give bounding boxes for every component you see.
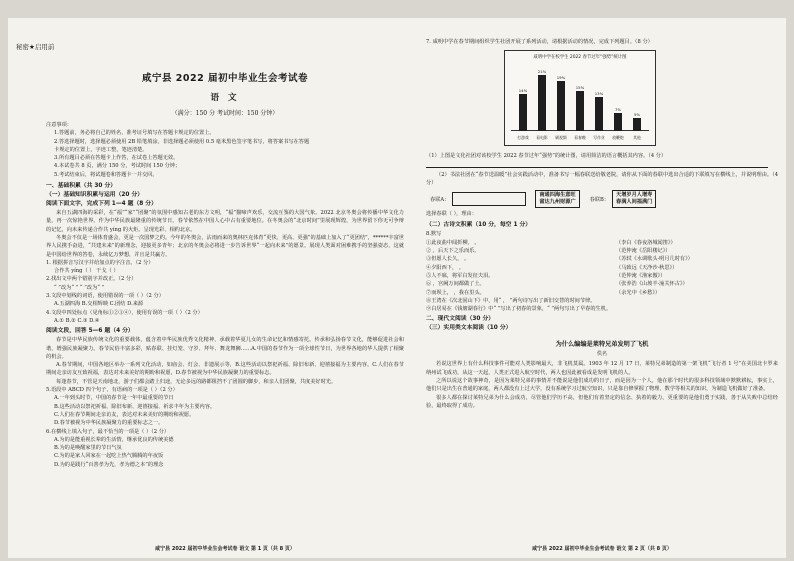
chart-bar xyxy=(538,75,546,131)
question-6-option[interactable]: C.为的是家人回家在一起吃上热气腾腾的年夜饭 xyxy=(54,453,164,460)
chart-bar xyxy=(633,118,641,131)
chart-data-label: 21% xyxy=(537,69,547,75)
page-2 xyxy=(426,18,778,558)
question-1: 1. 根据拼音写汉字并给加点的字注音。（2 分） xyxy=(46,259,154,266)
section-3a-heading: （三）实用类文本阅读（10 分） xyxy=(426,325,512,332)
passage-paragraph: 冬奥会不仅是一场体育盛会，更是一次国梦之约。今年的冬奥会，沾雨而来的奥林匹克体育“更快、更高、更强”的基础上加入了“更团结”，******丰富世界人民携手奋进，“共建未来”的新理念，迎接更多青年；北京的冬奥会必将进一步告诉世界“一起向未来”的愿景。展现人类面对困难携手的坚强姿态，这就是中国给世界的答卷，永续亿万梦想，并且是共赢方。 xyxy=(46,234,404,258)
answer-line[interactable] xyxy=(426,161,768,168)
article-paragraph: 很多人都在探讨莱特兄弟为什么会成功，尽管他们学历不高，但他们有着坚定的信念、执着的毅力，更重要的是他们勇于实践，善于从失败中总结经验，最终取得了成功。 xyxy=(426,394,778,409)
question-7-2: （2）书法社团在“春节送温暖”社会实践活动中，准备书写一幅春联送给敬老院，请你从下面的春联中选出合适的下联填写在横线上，并说明理由。（4 分） xyxy=(426,171,778,186)
poem-line-text: ② ，后天下之乐而乐。 xyxy=(426,248,480,255)
article-paragraph: 之所以说这个故事神奇，是因为莱特兄弟的事情并不能说是他们成功的日子，而是因为一个人，他在那个时代的很多科技领域中默默耕耘，事实上，他们只是出生在普通的家庭，两人都没有上过大学，没有系统学习过航空知识，只是靠自修掌握了物理、数学等相关的知识，为制造飞机做好了准备。 xyxy=(426,378,778,393)
page-1 xyxy=(16,18,404,558)
dictation-heading: 8.默写 xyxy=(426,231,442,238)
section-1a-heading: （一）基础知识积累与运用（20 分） xyxy=(46,192,144,199)
poem-source: （李白《春夜洛城闻笛》） xyxy=(616,239,676,246)
question-5: 5.语段中 ABCD 四个句子，有语病的一项是（ ）（2 分） xyxy=(46,387,178,394)
poem-source: （张养浩《山坡羊·潼关怀古》） xyxy=(616,281,688,288)
passage-paragraph: 每逢春节，不管是天南地北，游子们都会踏上归途，无论多远的路都阻挡不了团圆的脚步，和亲人们团聚，共度美好时光。 xyxy=(56,378,337,385)
reading-1-instruction: 阅读下面文字，完成下列 1—4 题（8 分） xyxy=(46,201,157,208)
score-info: （满分：150 分 考试时间：150 分钟） xyxy=(171,110,279,117)
poem-line[interactable] xyxy=(426,239,778,247)
couplet-b-label: 春联B： xyxy=(589,196,610,203)
question-1-blanks[interactable]: 合作共 yíng（ ） 干戈（ ） xyxy=(54,268,119,275)
question-8-9[interactable]: ⑨白居易在《钱塘湖春行》中“ ”写出了初春的景象，“ ”两句写出了早春的生机。 xyxy=(426,306,612,313)
article-author: 佚名 xyxy=(596,351,607,358)
question-5-option[interactable]: A.一年到头时节，中国的春节是一年中最重要的节日 xyxy=(54,395,174,402)
chart-category-label: 其他 xyxy=(633,135,641,141)
chart-data-label: 5% xyxy=(633,111,641,117)
chart-bar xyxy=(595,97,603,132)
reading-2-instruction: 阅读文段，回答 5—6 题（4 分） xyxy=(46,328,134,335)
question-6: 6.在横线上填入句子，最不恰当的一项是（ ）（2 分） xyxy=(46,428,170,435)
couplet-line: 春满人间福满门 xyxy=(616,199,653,206)
question-4: 4.文段中四处标点（见角标①②③④），使用有误的一项（ ）（2 分） xyxy=(46,309,203,316)
chart-category-label: 看春晚 xyxy=(574,135,586,141)
passage-paragraph: 春节是中华民族传统文化的重要载体，蕴含着中华民族优秀文化精神，承载着华夏儿女的生命记忆和情感寄托。传承和弘扬春节文化，能够促进社会和谐，增强民族凝聚力。春节民俗丰富多彩，贴春联、挂灯笼、守岁、拜年、舞龙舞狮……A.中国的春节作为一项全球性节日，为世界各地的华人提供了相聚的机会。 xyxy=(46,337,404,360)
chart-bar xyxy=(519,94,527,131)
chart-bar xyxy=(614,113,622,132)
note-item: 2.答选择题时，选择题必须使用 2B 铅笔填涂，非选择题必须使用 0.5 毫米黑色签字笔书写，将答案书写在答题 xyxy=(54,138,310,145)
question-6-option[interactable]: D.为的是践行“百善孝为先，孝为德之本”的理念 xyxy=(54,461,164,468)
couplet-line: 天增岁月人增寿 xyxy=(616,192,653,199)
note-item: 3.所有题目必须在答题卡上作答，在试卷上答题无效。 xyxy=(54,155,179,162)
poem-line[interactable] xyxy=(426,272,778,280)
section-3-heading: 二、现代文阅读（30 分） xyxy=(426,316,495,323)
note-item: 5.考试结束后，将试题卷和答题卡一并交回。 xyxy=(54,171,158,178)
chart-category-label: 放鞭炮 xyxy=(612,135,624,141)
couplet-line: 富达九州财源广 xyxy=(539,199,576,206)
bar-chart xyxy=(504,50,656,146)
poem-source: （马致远《天净沙·秋思》） xyxy=(616,264,678,271)
couplet-line: 南通四海生意旺 xyxy=(539,192,576,199)
question-2-blanks[interactable]: “ ”改为“ ” “ ”改为“ ” xyxy=(54,284,105,291)
poem-line-text: ①此夜曲中闻折柳， 。 xyxy=(426,239,480,246)
couplet-choice[interactable]: 选择春联（ ），理由： xyxy=(426,211,477,218)
question-4-options[interactable]: A.① B.② C.③ D.④ xyxy=(54,317,100,324)
chart-category-label: 打游戏 xyxy=(517,135,529,141)
article-paragraph: 若说这世界上有什么科技事件可能对人类影响最大，非飞机莫属。1903 年 12 月 17 日，莱特兄弟制造的第一架飞机“飞行者 1 号”在美国北卡罗来纳州试飞成功，从这一天起，人类正式进入航空时代，两人也因此被看成是发明飞机的人。 xyxy=(426,361,778,376)
question-7: 7. 咸明中学在春节期间组织学生社团开展了系列活动，请根据活动的情况，完成下列题目。（8 分） xyxy=(426,39,653,45)
exam-sheet xyxy=(8,18,786,558)
section-1-heading: 一、基础积累（共 30 分） xyxy=(46,183,117,190)
question-5-option[interactable]: B.这些活动以祭祀祈福、除旧布新、迎禧接福、祈求丰年为主要内容。 xyxy=(54,403,216,410)
passage-paragraph: A.春节期间，中国各地区举办一系列文化活动，如庙会、灯会、非遗展示等，B.这些活动以祭祀祈福、除旧布新、迎禧接福为主要内容。C.人们在春节期间走亲访友互致祝福，表达对未来美好的期盼和祝愿，D.春节被视为中华民族凝聚力的重要标志。 xyxy=(46,362,404,377)
poem-source: （余光中《乡愁》） xyxy=(616,289,661,296)
poem-line-text: ⑤人不寐，将军白发征夫泪。 xyxy=(426,272,494,279)
couplet-a-answer-box[interactable] xyxy=(452,192,526,206)
poem-line[interactable] xyxy=(426,247,778,255)
notes-heading: 注意事项： xyxy=(46,122,72,128)
chart-data-label: 14% xyxy=(518,87,528,93)
poem-line[interactable] xyxy=(426,280,778,288)
poem-line[interactable] xyxy=(426,264,778,272)
note-item: 4.本试卷共 8 页，满分 150 分，考试时间 150 分钟； xyxy=(54,163,181,170)
chart-data-label: 19% xyxy=(556,74,566,80)
question-5-option[interactable]: D.春节被视为中华民族凝聚力的重要标志之一。 xyxy=(54,420,164,427)
couplet-a-label: 春联A： xyxy=(430,196,450,203)
poem-line-text: ③但愿人长久， 。 xyxy=(426,256,470,263)
chart-data-label: 15% xyxy=(575,85,585,91)
couplet-row xyxy=(430,190,778,208)
poem-line-text: ④夕阳西下， 。 xyxy=(426,264,464,271)
couplet-a-text xyxy=(535,190,579,208)
couplet-b-text xyxy=(612,190,656,208)
question-2: 2.找出文中两个错别字并改正。（2 分） xyxy=(46,276,137,283)
section-2-heading: （二）古诗文积累（10 分，每空 1 分） xyxy=(426,222,532,229)
question-5-option[interactable]: C.人们在春节期间走亲访友，表达对未来美好的期盼和祝愿。 xyxy=(54,411,195,418)
poem-line-text: ⑦而坝上， ，我在里头。 xyxy=(426,289,485,296)
chart-bar xyxy=(576,91,584,131)
chart-title: 咸明中学在校学生 2022 春节过年“强势”统计图 xyxy=(533,55,627,61)
chart-data-label: 7% xyxy=(614,106,622,112)
chart-category-label: 看电影 xyxy=(536,135,548,141)
note-item: 卡规定的位置上，字迹工整，笔迹清楚。 xyxy=(54,146,148,153)
question-7-1: （1）上图是文化社团对该校学生 2022 春节过年“强势”的统计图，请用简洁的语言概括其内容。（4 分） xyxy=(426,153,667,160)
question-6-option[interactable]: A.为的是能重视长辈的生活情，继承优良的传统美德 xyxy=(54,436,174,443)
page-1-footer: 咸宁县 2022 届初中毕业生会考试卷 语文 第 1 页（共 8 页） xyxy=(155,546,295,552)
poem-list xyxy=(426,239,778,297)
chart-bar xyxy=(557,81,565,132)
question-3: 3.文段中划线的词语，使用错误的一项（ ）（2 分） xyxy=(46,293,164,300)
poem-source: （范仲淹《渔家傲》） xyxy=(616,272,666,279)
secret-label: 秘密★启用前 xyxy=(16,43,55,51)
question-6-option[interactable]: B.为的是唤醒家里的节日气氛 xyxy=(54,445,122,452)
poem-line[interactable] xyxy=(426,255,778,263)
poem-line[interactable] xyxy=(426,289,778,297)
page-2-footer: 咸宁县 2022 届初中毕业生会考试卷 语文 第 2 页（共 8 页） xyxy=(532,546,672,552)
article-title: 为什么编编是莱特兄弟发明了飞机 xyxy=(555,341,649,349)
note-item: 1.答题前，务必将自己的姓名、准考证号填写在答题卡规定的位置上。 xyxy=(54,130,215,137)
question-8-8[interactable]: ⑧王湾在《次北固山下》中，用“ ， ”两句诗写出了新旧交替的时间节律。 xyxy=(426,297,596,304)
question-3-options[interactable]: A.五湖四海 B.交相辉映 C.团结 D.来源 xyxy=(54,301,144,308)
poem-source: （范仲淹《岳阳楼记》） xyxy=(616,248,671,255)
poem-source: （苏轼《水调歌头·明月几时有》） xyxy=(616,256,693,263)
passage-paragraph: 来自五湖四海的采彩，在“福”“家”“团聚”的氛围中感知古老的东方文明，“福”猫啼声欢乐，交流互鉴的大国气象。2022 北京冬奥会将传播中华文化力量，再一次惊艳世界。作为中华民族最隆重的传统节日，春节依然在中国人心中占有重要地位。在冬奥会的“北京时间”里展现辉煌，为世界留下你无可争辩的记忆，向未来传递合作共 yíng 的火炬。呈现光彩、相约北京。 xyxy=(46,210,404,233)
subject-title: 语 文 xyxy=(210,93,240,103)
chart-data-label: 13% xyxy=(594,90,604,96)
exam-title: 咸宁县 2022 届初中毕业生会考试卷 xyxy=(141,73,309,84)
chart-category-label: 写作业 xyxy=(593,135,605,141)
chart-category-label: 刷视频 xyxy=(555,135,567,141)
poem-line-text: ⑥ ，宫阙万间都做了土。 xyxy=(426,281,485,288)
